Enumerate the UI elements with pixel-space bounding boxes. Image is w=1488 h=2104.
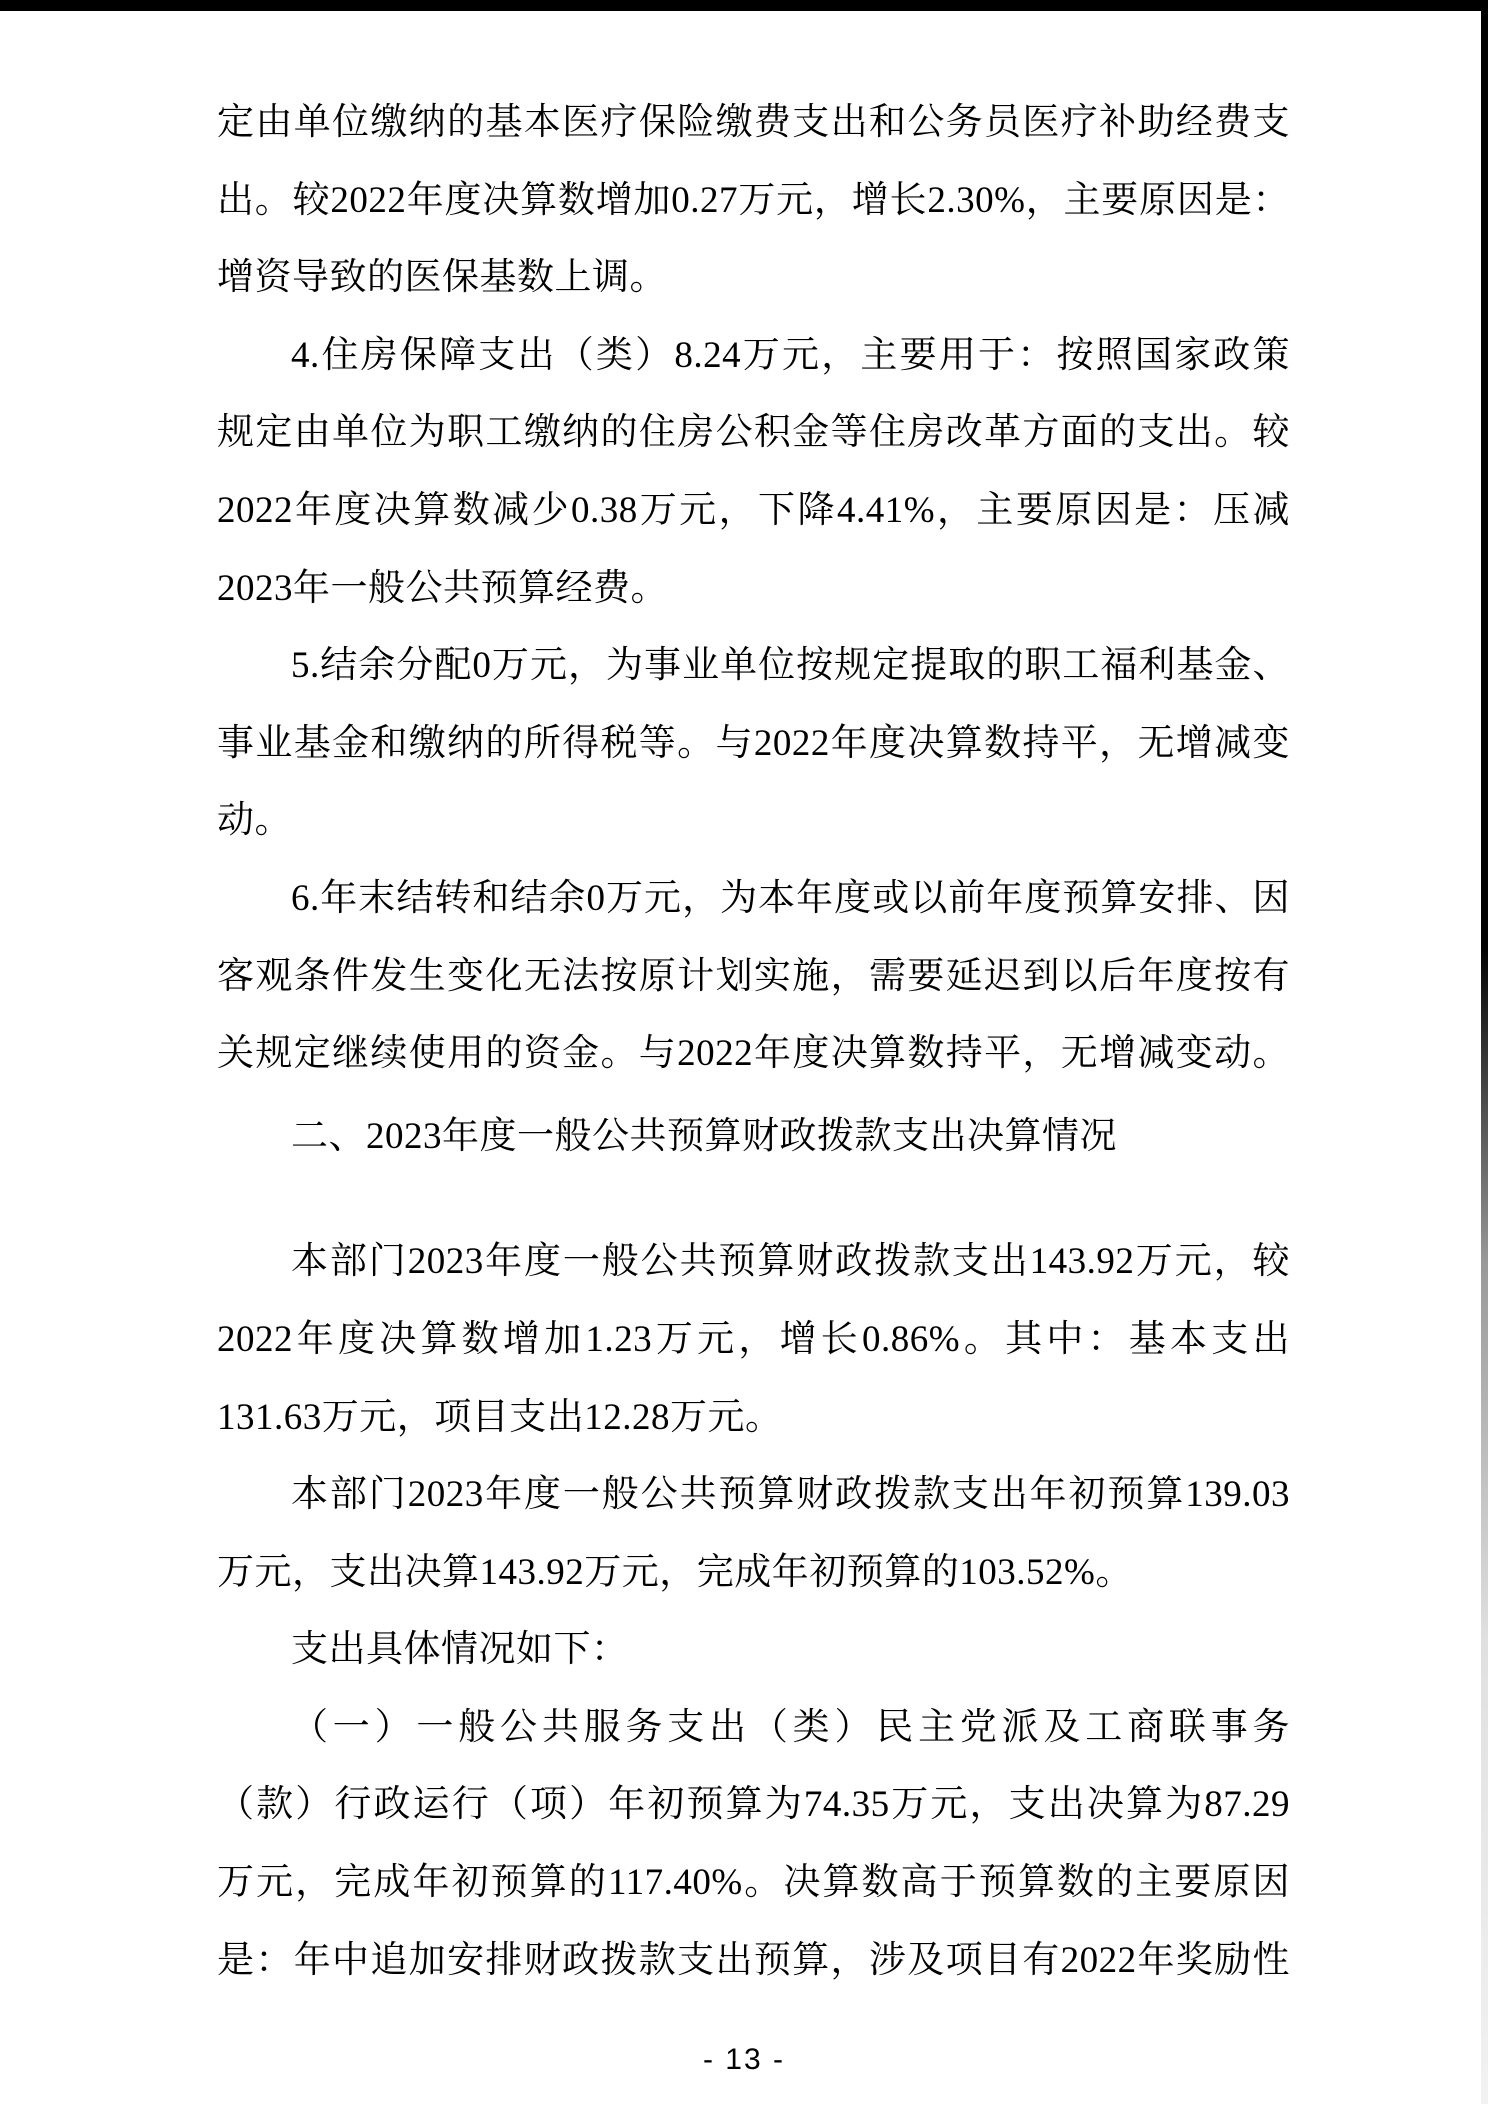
- text-line: （一）一般公共服务支出（类）民主党派及工商联事务: [291, 1706, 1290, 1748]
- text-line: 出。较2022年度决算数增加0.27万元，增长2.30%，主要原因是：: [217, 179, 1290, 221]
- text-line: 本部门2023年度一般公共预算财政拨款支出143.92万元，较: [291, 1241, 1290, 1283]
- text-line: 是：年中追加安排财政拨款支出预算，涉及项目有2022年奖励性: [217, 1939, 1290, 1981]
- section-heading: 二、2023年度一般公共预算财政拨款支出决算情况: [291, 1115, 1117, 1157]
- text-line: 2022年度决算数增加1.23万元，增长0.86%。其中：基本支出: [217, 1318, 1290, 1360]
- text-line: 增资导致的医保基数上调。: [217, 257, 667, 299]
- text-line: 支出具体情况如下：: [291, 1629, 629, 1671]
- text-line: 动。: [217, 800, 292, 842]
- text-line: 4.住房保障支出（类）8.24万元，主要用于：按照国家政策: [291, 334, 1290, 376]
- scan-border-top: [0, 0, 1488, 11]
- document-body: [217, 84, 1290, 1999]
- text-line: 规定由单位为职工缴纳的住房公积金等住房改革方面的支出。较: [217, 412, 1290, 454]
- text-line: 万元，支出决算143.92万元，完成年初预算的103.52%。: [217, 1551, 1133, 1593]
- text-line: 2022年度决算数减少0.38万元，下降4.41%，主要原因是：压减: [217, 489, 1290, 531]
- scan-border-right: [1481, 0, 1488, 2104]
- text-line: 本部门2023年度一般公共预算财政拨款支出年初预算139.03: [291, 1474, 1290, 1516]
- text-line: 事业基金和缴纳的所得税等。与2022年度决算数持平，无增减变: [217, 722, 1290, 764]
- text-line: 6.年末结转和结余0万元，为本年度或以前年度预算安排、因: [291, 877, 1290, 919]
- text-line: 5.结余分配0万元，为事业单位按规定提取的职工福利基金、: [291, 645, 1290, 687]
- text-line: 万元，完成年初预算的117.40%。决算数高于预算数的主要原因: [217, 1862, 1290, 1904]
- text-line: 2023年一般公共预算经费。: [217, 567, 668, 609]
- text-line: 客观条件发生变化无法按原计划实施，需要延迟到以后年度按有: [217, 955, 1290, 997]
- text-line: （款）行政运行（项）年初预算为74.35万元，支出决算为87.29: [217, 1784, 1290, 1826]
- page-number: - 13 -: [702, 2043, 786, 2076]
- text-line: 131.63万元，项目支出12.28万元。: [217, 1396, 783, 1438]
- text-line: 关规定继续使用的资金。与2022年度决算数持平，无增减变动。: [217, 1033, 1290, 1075]
- text-line: 定由单位缴纳的基本医疗保险缴费支出和公务员医疗补助经费支: [217, 102, 1290, 143]
